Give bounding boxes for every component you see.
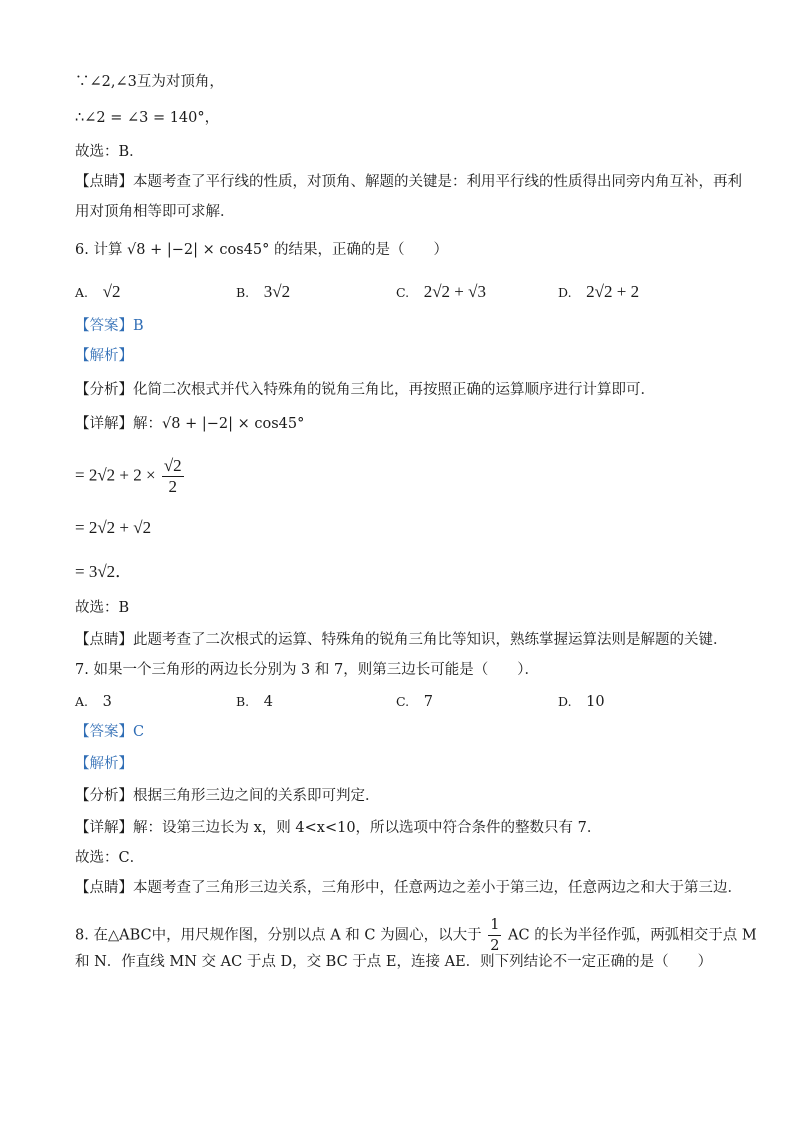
text-line: ∵∠2,∠3互为对顶角，	[75, 74, 224, 90]
math-step	[75, 456, 186, 497]
option-value: 2√2 + √3	[423, 282, 486, 301]
fraction	[162, 456, 184, 497]
math-step-text: = 2√2 + 2 ×	[75, 465, 156, 485]
solution-line: 【详解】解：设第三边长为 x，则 4<x<10，所以选项中符合条件的整数只有 7．	[75, 820, 602, 836]
comment-line: 【点睛】此题考查了二次根式的运算、特殊角的锐角三角比等知识，熟练掌握运算法则是解题的关键．	[75, 632, 728, 648]
text-line: 故选：B．	[75, 144, 144, 160]
q6-option-d	[558, 282, 639, 303]
option-value: √2	[102, 282, 121, 301]
option-value: 3	[102, 694, 112, 710]
option-value: 7	[423, 694, 433, 710]
solution-line: 【详解】解：√8 + |−2| × cos45°	[75, 416, 305, 432]
question-6: 6. 计算 √8 + |−2| × cos45° 的结果，正确的是（ ）	[75, 242, 448, 258]
analysis-line: 【分析】化简二次根式并代入特殊角的锐角三角比，再按照正确的运算顺序进行计算即可．	[75, 382, 655, 398]
answer-label: 【答案】C	[75, 724, 145, 740]
fraction-denominator: 2	[490, 938, 500, 954]
text-line: 故选：C．	[75, 850, 145, 866]
option-value: 10	[586, 694, 605, 710]
option-label: D.	[558, 694, 572, 709]
q6-option-c	[396, 282, 486, 303]
option-label: B.	[236, 285, 250, 300]
question-7: 7. 如果一个三角形的两边长分别为 3 和 7，则第三边长可能是（ ）．	[75, 662, 539, 678]
option-value: 2√2 + 2	[586, 282, 640, 301]
fraction-numerator: 1	[488, 915, 501, 936]
option-label: C.	[396, 694, 410, 709]
analysis-line: 【分析】根据三角形三边之间的关系即可判定．	[75, 788, 380, 804]
text-line: 故选：B	[75, 600, 130, 616]
answer-label: 【答案】B	[75, 318, 144, 334]
question-8-text: 8. 在△ABC中，用尺规作图，分别以点 A 和 C 为圆心，以大于	[75, 927, 482, 944]
option-label: A.	[75, 285, 89, 300]
comment-line: 【点睛】本题考查了三角形三边关系，三角形中，任意两边之差小于第三边，任意两边之和大于第三边．	[75, 880, 742, 896]
text-line: 用对顶角相等即可求解．	[75, 204, 235, 220]
q7-option-d	[558, 692, 605, 712]
q6-option-b	[236, 282, 290, 303]
fraction	[488, 915, 501, 956]
option-value: 3√2	[263, 282, 291, 301]
question-8	[75, 915, 757, 956]
fraction-numerator: √2	[163, 456, 182, 475]
text-line: ∴∠2 = ∠3 = 140°，	[75, 110, 220, 126]
option-label: D.	[558, 285, 572, 300]
analysis-label: 【解析】	[75, 348, 133, 364]
q6-option-a	[75, 282, 120, 303]
q7-option-a	[75, 692, 112, 712]
option-label: C.	[396, 285, 410, 300]
option-label: A.	[75, 694, 89, 709]
analysis-label: 【解析】	[75, 756, 133, 772]
option-value: 4	[263, 694, 274, 710]
comment-line: 【点睛】本题考查了平行线的性质，对顶角、解题的关键是：利用平行线的性质得出同旁内角互补，再利	[75, 174, 742, 190]
option-label: B.	[236, 694, 250, 709]
q7-option-c	[396, 692, 433, 712]
math-step: = 3√2．	[75, 562, 133, 581]
question-8-text: AC 的长为半径作弧，两弧相交于点 M	[508, 927, 757, 944]
math-step: = 2√2 + √2	[75, 518, 152, 537]
q7-option-b	[236, 692, 273, 712]
fraction-denominator: 2	[168, 477, 178, 496]
question-8-cont: 和 N．作直线 MN 交 AC 于点 D，交 BC 于点 E，连接 AE．则下列结论不一定正确的是（ ）	[75, 954, 713, 970]
